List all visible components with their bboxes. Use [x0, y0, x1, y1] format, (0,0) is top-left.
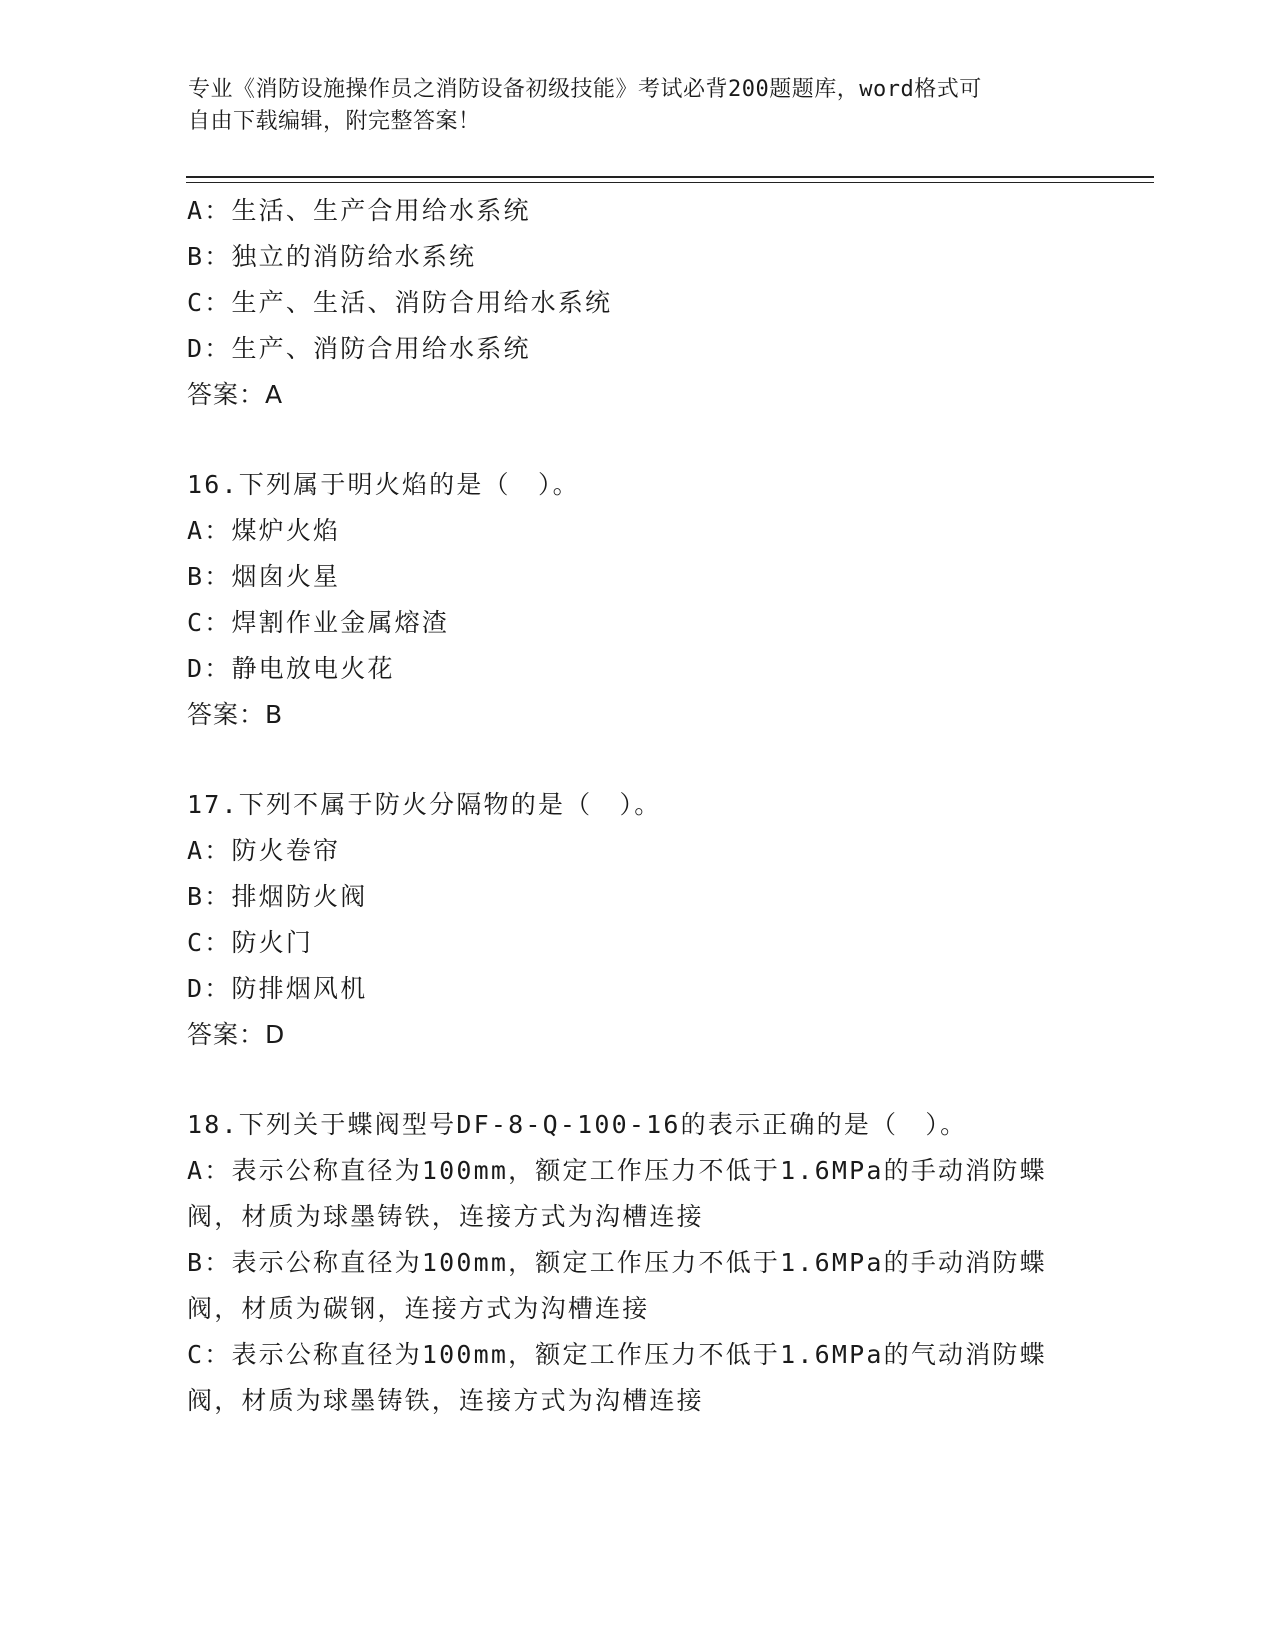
q15-option-a: A：生活、生产合用给水系统: [187, 196, 531, 225]
header-title-line-2: 自由下载编辑，附完整答案！: [188, 109, 481, 134]
spacer: [187, 418, 1147, 462]
q18-option-c-continued: 阀，材质为球墨铸铁，连接方式为沟槽连接: [187, 1386, 704, 1415]
q15-option-b: B：独立的消防给水系统: [187, 242, 477, 271]
q18-option-b-continued: 阀，材质为碳钢，连接方式为沟槽连接: [187, 1294, 650, 1323]
question-17: [187, 782, 1147, 1058]
q17-answer: 答案：D: [187, 1020, 286, 1049]
document-header: [188, 74, 1088, 138]
q17-option-c: C：防火门: [187, 928, 314, 957]
q15-option-d: D：生产、消防合用给水系统: [187, 334, 531, 363]
q18-option-b: B：表示公称直径为100mm，额定工作压力不低于1.6MPa的手动消防蝶: [187, 1248, 1047, 1277]
q15-option-c: C：生产、生活、消防合用给水系统: [187, 288, 613, 317]
header-divider-thick: [186, 176, 1154, 178]
header-title-line-1: 专业《消防设施操作员之消防设备初级技能》考试必背200题题库，word格式可: [188, 77, 982, 102]
q15-answer: 答案：A: [187, 380, 284, 409]
q16-question: 16.下列属于明火焰的是（ ）。: [187, 470, 580, 499]
q18-option-a-continued: 阀，材质为球墨铸铁，连接方式为沟槽连接: [187, 1202, 704, 1231]
q16-option-b: B：烟囱火星: [187, 562, 341, 591]
q17-option-d: D：防排烟风机: [187, 974, 368, 1003]
header-divider-thin: [186, 182, 1154, 183]
q16-option-c: C：焊割作业金属熔渣: [187, 608, 450, 637]
q16-answer: 答案：B: [187, 700, 284, 729]
question-16: [187, 462, 1147, 738]
question-list: [187, 188, 1147, 1424]
q16-option-d: D：静电放电火花: [187, 654, 395, 683]
q17-option-a: A：防火卷帘: [187, 836, 341, 865]
q17-question: 17.下列不属于防火分隔物的是（ ）。: [187, 790, 662, 819]
spacer: [187, 1058, 1147, 1102]
q16-option-a: A：煤炉火焰: [187, 516, 341, 545]
q18-option-c: C：表示公称直径为100mm，额定工作压力不低于1.6MPa的气动消防蝶: [187, 1340, 1047, 1369]
q18-question: 18.下列关于蝶阀型号DF-8-Q-100-16的表示正确的是（ ）。: [187, 1110, 968, 1139]
q18-option-a: A：表示公称直径为100mm，额定工作压力不低于1.6MPa的手动消防蝶: [187, 1156, 1047, 1185]
question-15-options: [187, 188, 1147, 418]
q17-option-b: B：排烟防火阀: [187, 882, 368, 911]
spacer: [187, 738, 1147, 782]
question-18: [187, 1102, 1147, 1424]
